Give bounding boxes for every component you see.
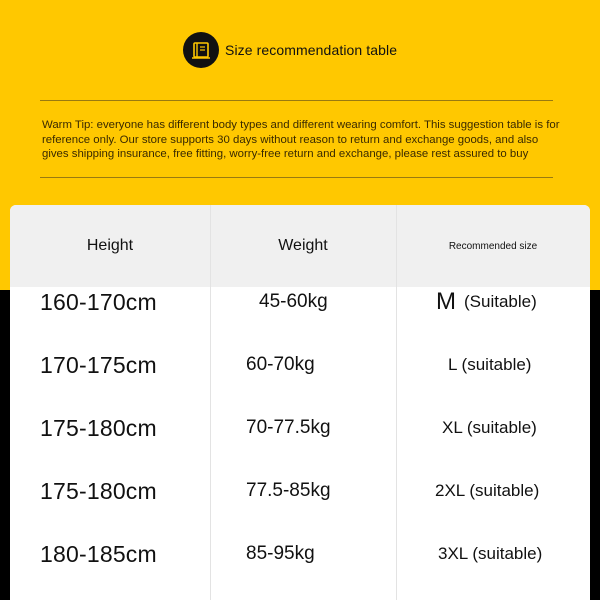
size-note: XL (suitable) [442,418,537,437]
table-row [10,335,590,395]
divider-top [40,100,553,101]
height-cell: 180-185cm [40,540,157,567]
size-note: (Suitable) [464,292,537,311]
size-cell [438,524,542,584]
page-title: Size recommendation table [225,42,398,58]
weight-cell: 70-77.5kg [246,417,331,438]
size-note: 3XL (suitable) [438,544,543,563]
size-cell [448,335,531,395]
size-note: 2XL (suitable) [435,481,540,500]
weight-cell: 45-60kg [259,291,328,312]
size-note: L (suitable) [448,355,532,374]
notebook-icon [183,32,219,68]
size-table [10,205,590,600]
title-row [183,32,397,68]
divider-bottom [40,177,553,178]
table-row [10,398,590,458]
size-cell [436,272,537,332]
weight-cell: 60-70kg [246,354,315,375]
column-header-weight: Weight [278,237,328,254]
height-cell: 170-175cm [40,351,157,378]
size-cell [442,398,537,458]
warm-tip-text: Warm Tip: everyone has different body types and different wearing comfort. This suggestion table is for reference only. Our store supports 30 days without reason to return and exchange goods, and also gives shipping insurance, free fitting, worry-free return and exchange, please rest assured to buy [42,119,560,160]
weight-cell: 77.5-85kg [246,480,331,501]
size-cell [435,461,539,521]
weight-cell: 85-95kg [246,543,315,564]
column-header-height: Height [86,237,134,254]
height-cell: 175-180cm [40,477,157,504]
table-row [10,524,590,584]
height-cell: 160-170cm [40,288,157,315]
column-header-recommended-size: Recommended size [448,240,538,252]
table-row [10,461,590,521]
table-row [10,272,590,332]
height-cell: 175-180cm [40,414,157,441]
size-letter: M [436,288,456,315]
